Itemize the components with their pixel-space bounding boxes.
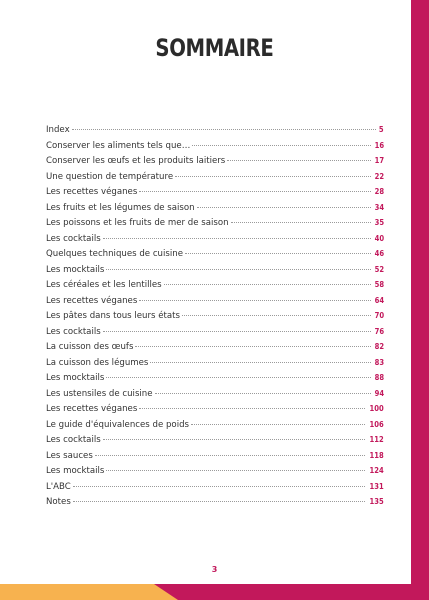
toc-entry-page: 46 <box>374 249 384 258</box>
toc-dot-leader <box>95 455 365 456</box>
toc-entry-page: 35 <box>374 218 384 227</box>
toc-dot-leader <box>73 486 366 487</box>
toc-entry[interactable] <box>46 234 384 250</box>
toc-entry[interactable] <box>46 249 384 265</box>
toc-entry[interactable] <box>46 358 384 374</box>
toc-entry-page: 5 <box>379 125 384 134</box>
toc-entry-page: 64 <box>374 295 384 305</box>
toc-entry-label: Les recettes véganes <box>46 295 138 306</box>
toc-entry-label: Conserver les aliments tels que… <box>46 140 191 151</box>
toc-entry[interactable] <box>46 373 384 389</box>
toc-entry-page: 16 <box>374 140 384 150</box>
toc-dot-leader <box>191 424 365 425</box>
toc-dot-leader <box>103 331 371 332</box>
toc-entry[interactable] <box>46 187 384 203</box>
toc-entry-label: Les poissons et les fruits de mer de saison <box>46 218 229 228</box>
toc-entry-page: 82 <box>374 342 384 351</box>
toc-entry[interactable] <box>46 435 384 451</box>
toc-entry-page: 94 <box>374 388 384 398</box>
toc-entry[interactable] <box>46 218 384 234</box>
toc-entry-label: Les cocktails <box>46 326 101 337</box>
toc-entry-label: Les ustensiles de cuisine <box>46 388 153 399</box>
toc-entry-page: 52 <box>374 264 384 274</box>
toc-dot-leader <box>106 269 371 270</box>
toc-dot-leader <box>106 377 371 378</box>
toc-entry-label: Le guide d'équivalences de poids <box>46 419 190 430</box>
toc-dot-leader <box>192 145 371 146</box>
toc-entry[interactable] <box>46 327 384 343</box>
toc-entry-label: Les sauces <box>46 450 93 461</box>
toc-dot-leader <box>103 238 371 239</box>
toc-entry[interactable] <box>46 265 384 281</box>
toc-entry[interactable] <box>46 125 384 141</box>
toc-dot-leader <box>164 284 371 285</box>
toc-dot-leader <box>185 253 371 254</box>
toc-entry-page: 70 <box>374 311 384 320</box>
toc-entry-label: Les recettes véganes <box>46 187 138 197</box>
toc-entry-label: L'ABC <box>46 481 71 492</box>
toc-entry-label: Les mocktails <box>46 466 105 476</box>
toc-entry-label: Une question de température <box>46 171 174 182</box>
toc-entry-label: Les mocktails <box>46 373 105 383</box>
toc-entry-label: La cuisson des légumes <box>46 357 149 368</box>
toc-dot-leader <box>182 315 371 316</box>
toc-entry-label: Les pâtes dans tous leurs états <box>46 311 181 321</box>
page-number: 3 <box>211 565 218 574</box>
toc-entry-label: Conserver les œufs et les produits laitiers <box>46 156 226 166</box>
toc-entry[interactable] <box>46 389 384 405</box>
toc-entry-page: 58 <box>374 280 384 289</box>
toc-entry-label: Les cocktails <box>46 233 101 244</box>
toc-entry-page: 34 <box>374 202 384 212</box>
toc-entry-label: La cuisson des œufs <box>46 342 134 352</box>
toc-entry[interactable] <box>46 466 384 482</box>
toc-entry-page: 106 <box>369 419 384 429</box>
toc-entry[interactable] <box>46 203 384 219</box>
toc-entry-page: 131 <box>369 481 384 491</box>
toc-dot-leader <box>175 176 371 177</box>
page-title: SOMMAIRE <box>155 34 274 62</box>
toc-entry-page: 135 <box>369 497 384 506</box>
table-of-contents <box>46 125 384 513</box>
toc-entry-label: Les fruits et les légumes de saison <box>46 202 195 213</box>
toc-dot-leader <box>197 207 371 208</box>
toc-entry[interactable] <box>46 420 384 436</box>
toc-entry-label: Les recettes véganes <box>46 404 138 414</box>
bottom-accent-stripe <box>0 584 178 600</box>
toc-entry[interactable] <box>46 141 384 157</box>
toc-entry-label: Les cocktails <box>46 435 101 445</box>
toc-dot-leader <box>135 346 370 347</box>
right-frame-border <box>411 0 429 600</box>
toc-entry-label: Notes <box>46 497 71 507</box>
toc-entry[interactable] <box>46 482 384 498</box>
toc-entry[interactable] <box>46 156 384 172</box>
toc-entry[interactable] <box>46 311 384 327</box>
toc-entry[interactable] <box>46 296 384 312</box>
toc-entry-page: 88 <box>374 373 384 382</box>
toc-entry-page: 100 <box>369 404 384 413</box>
toc-entry-page: 22 <box>374 171 384 181</box>
toc-dot-leader <box>139 408 365 409</box>
toc-entry[interactable] <box>46 280 384 296</box>
toc-entry-page: 124 <box>369 466 384 475</box>
toc-entry-page: 112 <box>369 435 384 444</box>
toc-dot-leader <box>155 393 371 394</box>
toc-entry[interactable] <box>46 404 384 420</box>
toc-entry-label: Index <box>46 125 70 135</box>
toc-dot-leader <box>231 222 371 223</box>
toc-dot-leader <box>139 300 371 301</box>
toc-dot-leader <box>73 501 365 502</box>
toc-dot-leader <box>150 362 370 363</box>
toc-dot-leader <box>103 439 366 440</box>
toc-entry-page: 118 <box>369 450 384 460</box>
toc-entry-page: 83 <box>374 357 384 367</box>
toc-dot-leader <box>139 191 371 192</box>
toc-entry-label: Quelques techniques de cuisine <box>46 249 183 259</box>
toc-dot-leader <box>106 470 365 471</box>
toc-entry-page: 76 <box>374 326 384 336</box>
toc-entry-label: Les céréales et les lentilles <box>46 280 162 290</box>
toc-entry-label: Les mocktails <box>46 264 105 275</box>
toc-entry-page: 17 <box>374 156 384 165</box>
toc-dot-leader <box>227 160 371 161</box>
toc-entry[interactable] <box>46 451 384 467</box>
toc-entry[interactable] <box>46 497 384 513</box>
toc-entry[interactable] <box>46 342 384 358</box>
toc-entry[interactable] <box>46 172 384 188</box>
toc-entry-page: 28 <box>374 187 384 196</box>
toc-entry-page: 40 <box>374 233 384 243</box>
toc-dot-leader <box>72 129 377 130</box>
